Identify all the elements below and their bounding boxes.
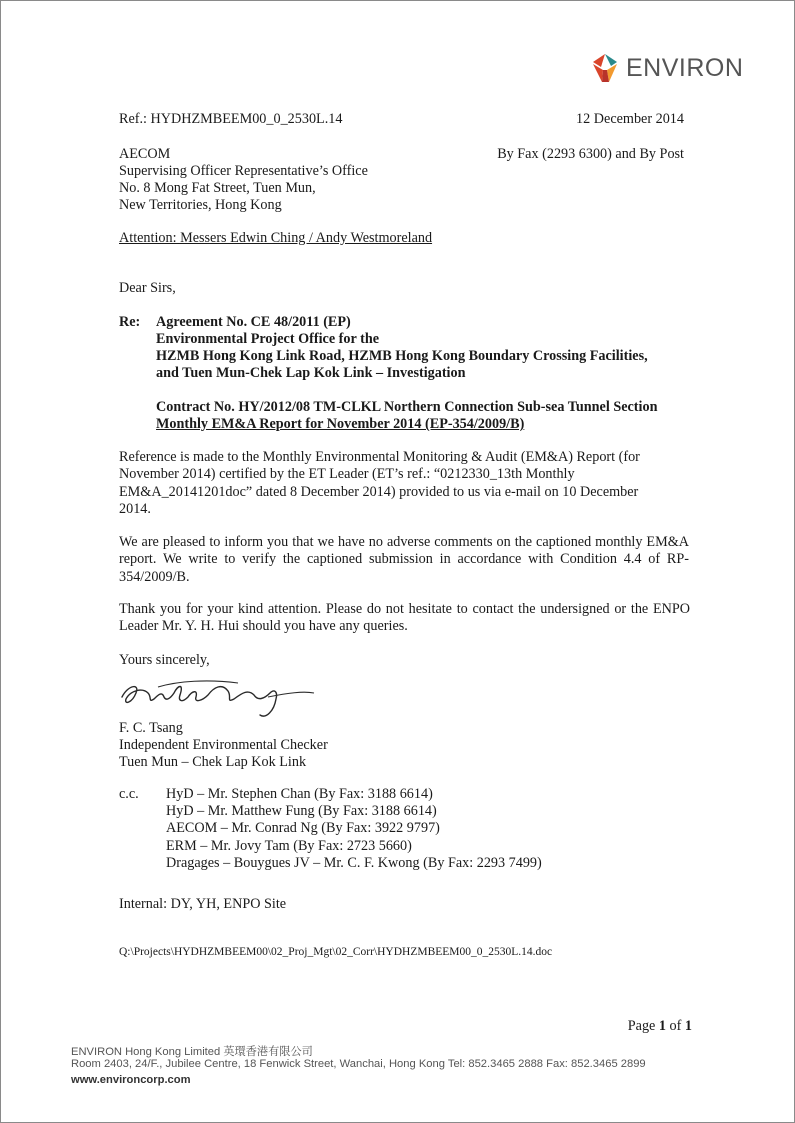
cc-item: AECOM – Mr. Conrad Ng (By Fax: 3922 9797) (166, 820, 440, 837)
body-paragraph-1 (119, 449, 689, 519)
footer-company: ENVIRON Hong Kong Limited 英環香港有限公司 (71, 1046, 313, 1058)
recipient-line: AECOM (119, 146, 171, 162)
footer-website: www.environcorp.com (71, 1074, 191, 1086)
reference-number: Ref.: HYDHZMBEEM00_0_2530L.14 (119, 111, 343, 127)
page-of: of (665, 1018, 685, 1034)
page-current: 1 (658, 1018, 666, 1034)
cc-item: HyD – Mr. Matthew Fung (By Fax: 3188 6614) (166, 803, 437, 820)
environ-logo-icon (589, 52, 621, 84)
signatory-name: F. C. Tsang (119, 720, 183, 736)
paragraph-line: Reference is made to the Monthly Environmental Monitoring & Audit (EM&A) Report (for (119, 449, 640, 465)
internal-distribution: Internal: DY, YH, ENPO Site (119, 896, 287, 912)
file-path: Q:\Projects\HYDHZMBEEM00\02_Proj_Mgt\02_Corr\HYDHZMBEEM00_0_2530L.14.doc (119, 946, 553, 958)
cc-item: Dragages – Bouygues JV – Mr. C. F. Kwong (By Fax: 2293 7499) (166, 854, 542, 871)
contract-title: Contract No. HY/2012/08 TM-CLKL Northern Connection Sub-sea Tunnel Section (156, 399, 658, 415)
subject-line: HZMB Hong Kong Link Road, HZMB Hong Kong Boundary Crossing Facilities, (156, 348, 648, 364)
handwritten-signature (118, 671, 318, 723)
cc-label: c.c. (119, 786, 139, 802)
salutation: Dear Sirs, (119, 280, 176, 296)
delivery-method: By Fax (2293 6300) and By Post (497, 146, 684, 162)
signatory-project: Tuen Mun – Chek Lap Kok Link (119, 754, 307, 770)
body-paragraph-2: We are pleased to inform you that we have no adverse comments on the captioned monthly EM&A report. We write to verify the captioned submission in accordance with Condition 4.4 of RP-354/2009/B. (119, 534, 689, 585)
environ-logo (589, 51, 743, 85)
recipient-line: Supervising Officer Representative’s Office (119, 163, 368, 179)
body-paragraph-3: Thank you for your kind attention. Please do not hesitate to contact the undersigned or the ENPO Leader Mr. Y. H. Hui should you have any queries. (119, 601, 690, 635)
page-number (628, 1018, 692, 1035)
recipient-line: No. 8 Mong Fat Street, Tuen Mun, (119, 180, 316, 196)
footer-address: Room 2403, 24/F., Jubilee Centre, 18 Fenwick Street, Wanchai, Hong Kong Tel: 852.3465 2888 Fax: 852.3465 2899 (71, 1058, 646, 1070)
page-total: 1 (684, 1018, 692, 1034)
sign-off: Yours sincerely, (119, 652, 210, 668)
cc-item: ERM – Mr. Jovy Tam (By Fax: 2723 5660) (166, 837, 412, 854)
cc-item: HyD – Mr. Stephen Chan (By Fax: 3188 6614) (166, 786, 433, 802)
logo-text: ENVIRON (626, 53, 744, 82)
attention-line: Attention: Messers Edwin Ching / Andy Westmoreland (119, 230, 433, 246)
recipient-line: New Territories, Hong Kong (119, 197, 282, 213)
re-label: Re: (119, 314, 141, 330)
page-prefix: Page (627, 1018, 659, 1034)
paragraph-line: EM&A_20141201doc” dated 8 December 2014) provided to us via e-mail on 10 December (119, 483, 639, 500)
letter-date: 12 December 2014 (576, 111, 684, 127)
paragraph-line: 2014. (119, 501, 151, 518)
subject-line: Agreement No. CE 48/2011 (EP) (156, 314, 351, 330)
signatory-block (119, 720, 328, 771)
subject-line: Environmental Project Office for the (156, 331, 380, 347)
signatory-title: Independent Environmental Checker (119, 737, 328, 753)
report-title: Monthly EM&A Report for November 2014 (EP-354/2009/B) (156, 416, 525, 432)
subject-block (156, 314, 648, 382)
subject-line: and Tuen Mun-Chek Lap Kok Link – Investigation (156, 365, 466, 381)
recipient-address (119, 146, 368, 214)
cc-list (166, 786, 542, 872)
contract-block (156, 399, 657, 433)
paragraph-line: November 2014) certified by the ET Leader (ET’s ref.: “0212330_13th Monthly (119, 466, 575, 483)
